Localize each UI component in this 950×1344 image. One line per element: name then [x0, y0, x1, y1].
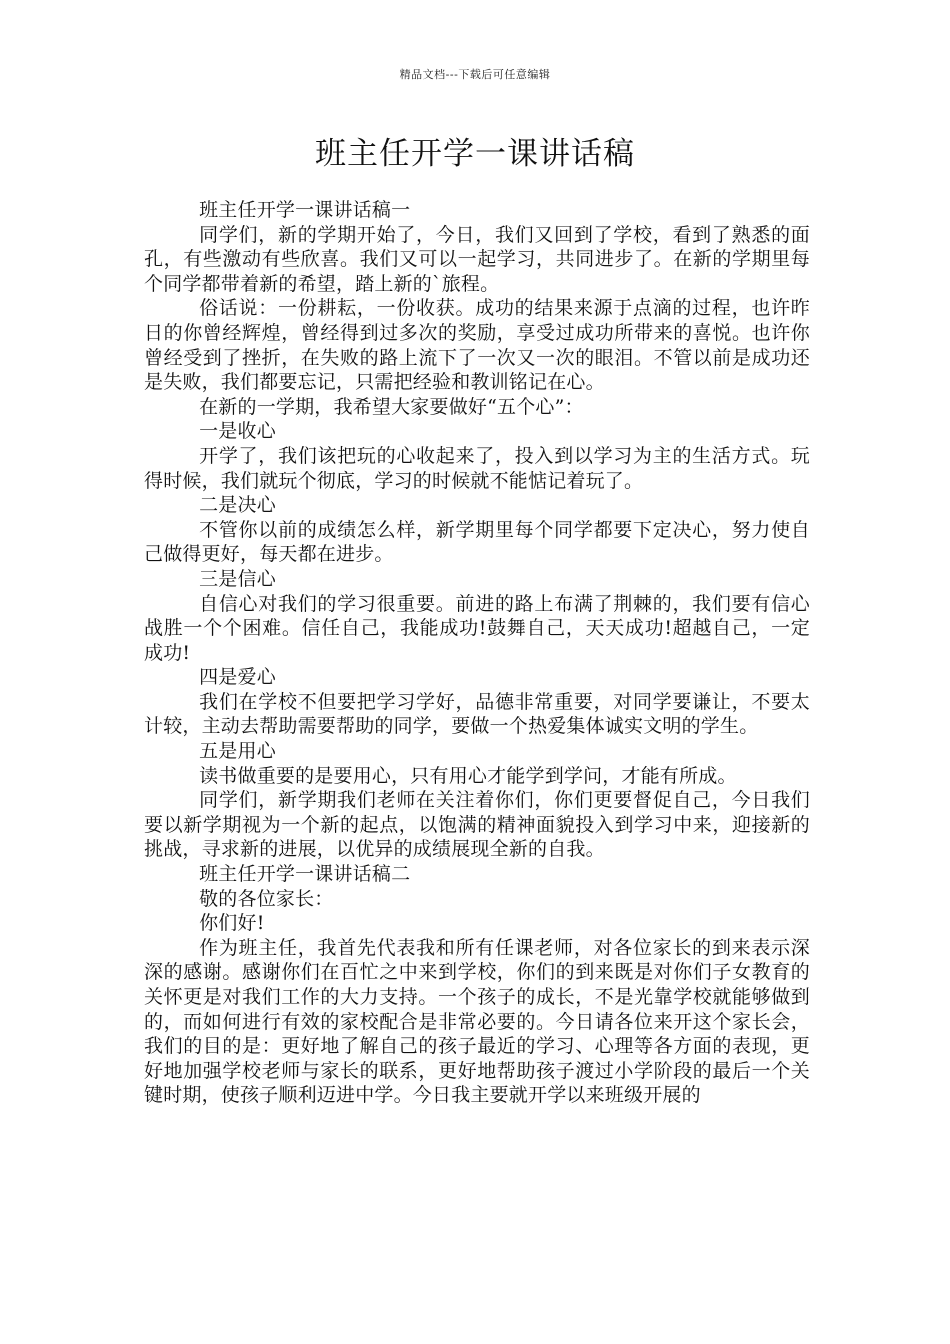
paragraph: 读书做重要的是要用心，只有用心才能学到学问，才能有所成。	[199, 764, 737, 787]
salutation: 敬的各位家长：	[199, 887, 334, 910]
point-heading-3: 三是信心	[199, 567, 276, 590]
section-heading-1: 班主任开学一课讲话稿一	[199, 199, 411, 221]
point-heading-2: 二是决心	[199, 494, 276, 517]
paragraph: 在新的一学期，我希望大家要做好“五个心”：	[199, 395, 584, 418]
greeting: 你们好!	[199, 912, 265, 935]
paragraph: 自信心对我们的学习很重要。前进的路上布满了荆棘的，我们要有信心战胜一个个困难。信任自己，我能成功!鼓舞自己，天天成功!超越自己，一定成功!	[144, 592, 810, 664]
point-heading-5: 五是用心	[199, 740, 276, 763]
paragraph: 我们在学校不但要把学习学好，品德非常重要，对同学要谦让，不要太计较，主动去帮助需要帮助的同学，要做一个热爱集体诚实文明的学生。	[144, 690, 810, 738]
document-body	[144, 198, 810, 1108]
paragraph: 俗话说：一份耕耘，一份收获。成功的结果来源于点滴的过程，也许昨日的你曾经辉煌，曾经得到过多次的奖励，享受过成功所带来的喜悦。也许你曾经受到了挫折，在失败的路上流下了一次又一次的眼泪。不管以前是成功还是失败，我们都要忘记，只需把经验和教训铭记在心。	[144, 297, 810, 394]
paragraph: 开学了，我们该把玩的心收起来了，投入到以学习为主的生活方式。玩得时候，我们就玩个彻底，学习的时候就不能惦记着玩了。	[144, 444, 810, 492]
paragraph: 同学们，新学期我们老师在关注着你们，你们更要督促自己，今日我们要以新学期视为一个新的起点，以饱满的精神面貌投入到学习中来，迎接新的挑战，寻求新的进展，以优异的成绩展现全新的自我。	[144, 789, 810, 861]
paragraph: 不管你以前的成绩怎么样，新学期里每个同学都要下定决心，努力使自己做得更好，每天都在进步。	[144, 518, 810, 566]
document-title: 班主任开学一课讲话稿	[315, 136, 635, 172]
paragraph: 作为班主任，我首先代表我和所有任课老师，对各位家长的到来表示深深的感谢。感谢你们在百忙之中来到学校，你们的到来既是对你们子女教育的关怀更是对我们工作的大力支持。一个孩子的成长，不是光靠学校就能够做到的，而如何进行有效的家校配合是非常必要的。今日请各位来开这个家长会，我们的目的是：更好地了解自己的孩子最近的学习、心理等各方面的表现，更好地加强学校老师与家长的联系，更好地帮助孩子渡过小学阶段的最后一个关键时期，使孩子顺利迈进中学。今日我主要就开学以来班级开展的	[144, 936, 810, 1107]
point-heading-4: 四是爱心	[199, 666, 276, 689]
point-heading-1: 一是收心	[199, 420, 276, 443]
header-note: 精品文档---下载后可任意编辑	[399, 68, 551, 81]
section-heading-2: 班主任开学一课讲话稿二	[199, 863, 411, 886]
paragraph: 同学们，新的学期开始了，今日，我们又回到了学校，看到了熟悉的面孔，有些激动有些欣喜。我们又可以一起学习，共同进步了。在新的学期里每个同学都带着新的希望，踏上新的`旅程。	[144, 223, 810, 295]
